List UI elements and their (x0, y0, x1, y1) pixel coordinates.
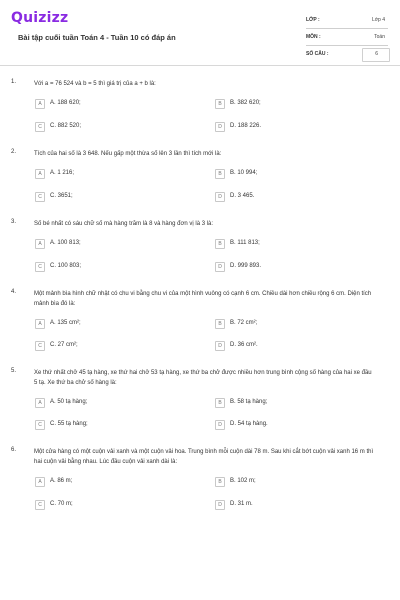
question-number: 5. (11, 368, 17, 374)
question-text: Số bé nhất có sáu chữ số mà hàng trăm là 8 và hàng đơn vị là 3 là: (34, 221, 214, 227)
option-letter-box: B (215, 398, 225, 408)
option-text: A. 50 tạ hàng; (50, 399, 88, 405)
option-text: B. 10 994; (230, 170, 258, 176)
meta-row-class (306, 14, 388, 31)
option-text: C. 882 520; (50, 123, 82, 129)
question-6 (0, 447, 400, 517)
option-text: D. 54 tạ hàng. (230, 421, 268, 427)
option-letter-box: B (215, 477, 225, 487)
question-3 (0, 219, 400, 279)
meta-row-count (306, 48, 388, 65)
question-number: 4. (11, 289, 17, 295)
option-text: A. 188 620; (50, 100, 81, 106)
header-divider (0, 65, 400, 66)
meta-value-subject: Toán (374, 34, 385, 40)
option-text: C. 70 m; (50, 501, 73, 507)
option-letter-box: D (215, 420, 225, 430)
question-text: Tích của hai số là 3 648. Nếu gấp một thừa số lên 3 lần thì tích mới là: (34, 151, 222, 157)
question-1 (0, 79, 400, 139)
option-letter-box: C (35, 192, 45, 202)
option-letter-box: B (215, 319, 225, 329)
option-letter-box: D (215, 122, 225, 132)
meta-row-subject (306, 31, 388, 48)
option-text: B. 111 813; (230, 240, 260, 246)
question-5 (0, 368, 400, 438)
option-letter-box: B (215, 239, 225, 249)
option-letter-box: B (215, 169, 225, 179)
quizizz-logo: Quizizz (11, 10, 69, 26)
option-text: C. 3651; (50, 193, 73, 199)
worksheet-meta (306, 14, 388, 65)
option-text: C. 100 803; (50, 263, 82, 269)
meta-label-class: LỚP : (306, 17, 320, 23)
question-number: 2. (11, 149, 17, 155)
option-letter-box: B (215, 99, 225, 109)
option-letter-box: D (215, 341, 225, 351)
question-number: 3. (11, 219, 17, 225)
meta-divider (306, 28, 388, 29)
option-text: A. 86 m; (50, 478, 73, 484)
option-letter-box: A (35, 319, 45, 329)
question-number: 1. (11, 79, 17, 85)
meta-label-count: SỐ CÂU : (306, 51, 329, 57)
question-text: Một mảnh bìa hình chữ nhật có chu vi bằng chu vi của một hình vuông có cạnh 6 cm. Chiều dài hơn chiều rộng 6 cm. Diện tích mảnh bìa đó là: (34, 291, 372, 307)
question-4 (0, 289, 400, 359)
meta-divider (306, 45, 388, 46)
option-letter-box: C (35, 262, 45, 272)
option-letter-box: D (215, 262, 225, 272)
option-text: D. 36 cm². (230, 342, 258, 348)
option-letter-box: C (35, 420, 45, 430)
option-letter-box: D (215, 500, 225, 510)
worksheet-title: Bài tập cuối tuần Toán 4 - Tuần 10 có đáp án (18, 33, 176, 42)
question-number: 6. (11, 447, 17, 453)
option-text: B. 382 620; (230, 100, 261, 106)
option-letter-box: C (35, 341, 45, 351)
option-letter-box: A (35, 477, 45, 487)
option-text: D. 31 m. (230, 501, 253, 507)
option-letter-box: A (35, 99, 45, 109)
option-text: A. 1 216; (50, 170, 75, 176)
option-letter-box: D (215, 192, 225, 202)
option-letter-box: A (35, 239, 45, 249)
meta-label-subject: MÔN : (306, 34, 321, 40)
question-text: Với a = 76 524 và b = 5 thì giá trị của a + b là: (34, 81, 156, 87)
option-text: C. 55 tạ hàng; (50, 421, 88, 427)
option-text: B. 102 m; (230, 478, 256, 484)
option-text: D. 3 465. (230, 193, 255, 199)
question-text: Một cửa hàng có một cuộn vải xanh và một cuộn vải hoa. Trung bình mỗi cuộn dài 78 m. Sau khi cắt bớt cuộn vải xanh 16 m thì hai cuộn vải bằng nhau. Lúc đầu cuộn vải xanh dài là: (34, 449, 374, 465)
option-letter-box: A (35, 169, 45, 179)
meta-value-count: 6 (375, 51, 378, 57)
option-letter-box: A (35, 398, 45, 408)
option-text: B. 72 cm²; (230, 320, 258, 326)
option-text: C. 27 cm²; (50, 342, 78, 348)
meta-value-class: Lớp 4 (371, 17, 385, 23)
option-text: D. 999 893. (230, 263, 262, 269)
option-text: A. 100 813; (50, 240, 81, 246)
option-text: D. 188 226. (230, 123, 262, 129)
question-2 (0, 149, 400, 209)
question-text: Xe thứ nhất chở 45 tạ hàng, xe thứ hai chở 53 tạ hàng, xe thứ ba chở được nhiều hơn trung bình cộng số hàng của hai xe đầu 5 tạ. Xe thứ ba chở số hàng là: (34, 370, 372, 386)
option-text: A. 135 cm²; (50, 320, 81, 326)
option-letter-box: C (35, 500, 45, 510)
option-letter-box: C (35, 122, 45, 132)
option-text: B. 58 tạ hàng; (230, 399, 268, 405)
